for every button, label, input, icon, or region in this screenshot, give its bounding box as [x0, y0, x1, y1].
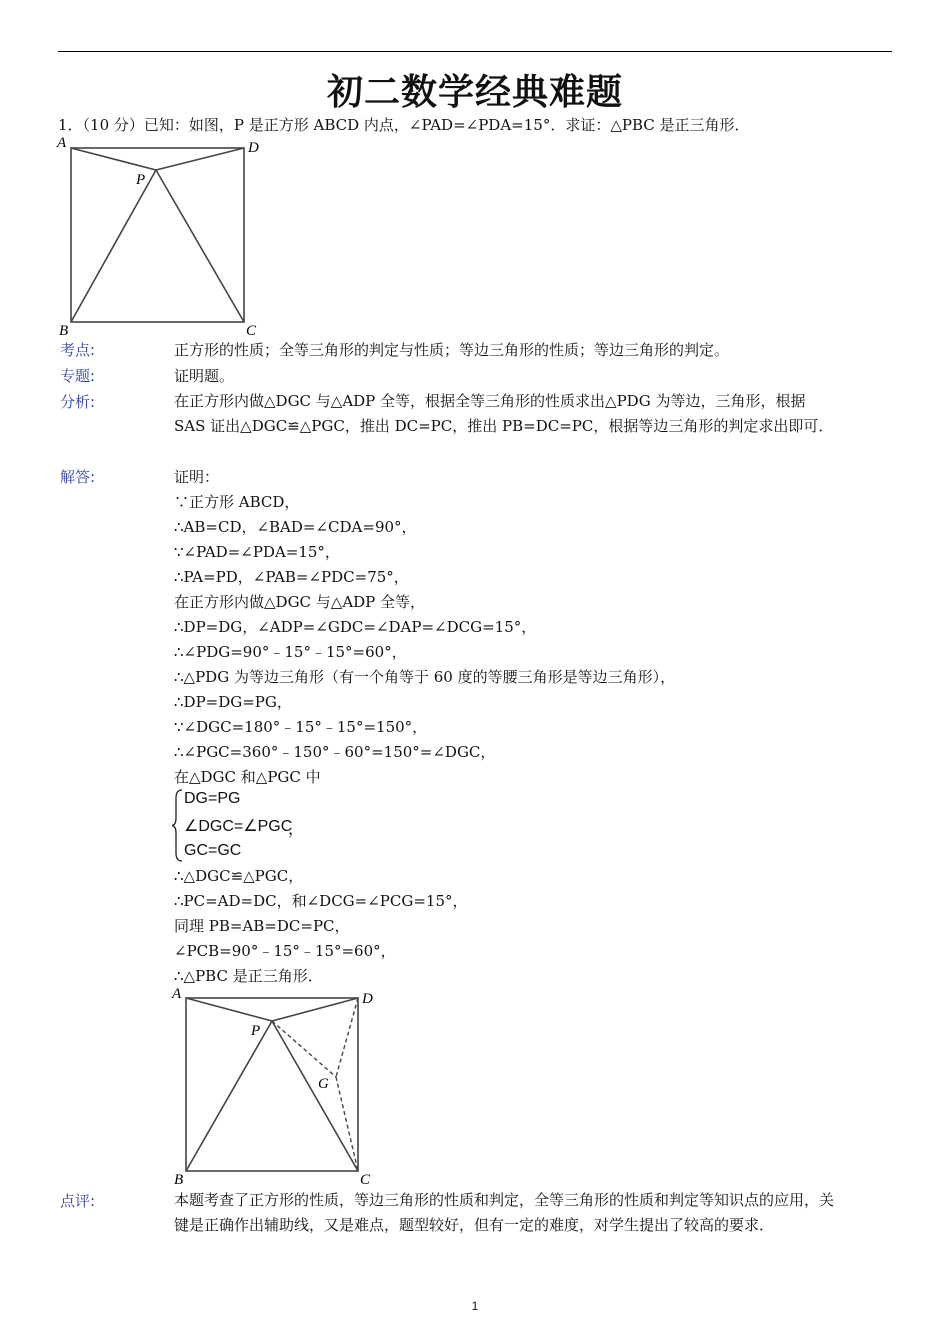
page-number: 1: [471, 1299, 479, 1313]
label-c: C: [360, 1172, 371, 1188]
page-title: 初二数学经典难题: [326, 72, 623, 113]
zhuanti-label: 专题:: [60, 367, 96, 385]
kaodian-text: 正方形的性质；全等三角形的判定与性质；等边三角形的性质；等边三角形的判定。: [174, 341, 730, 359]
left-brace: [172, 788, 184, 863]
label-a: A: [172, 986, 182, 1002]
proof-line: ∴△PDG 为等边三角形（有一个角等于 60 度的等腰三角形是等边三角形），: [174, 668, 676, 686]
proof-line: ∵∠DGC=180°﹣15°﹣15°=150°，: [174, 718, 428, 736]
figure-square-pg: [168, 984, 380, 1190]
proof-line: ∵∠PAD=∠PDA=15°，: [174, 543, 340, 561]
proof-line: ∴AB=CD，∠BAD=∠CDA=90°，: [174, 518, 417, 536]
label-p: P: [251, 1023, 261, 1039]
system-comma: ，: [288, 821, 305, 838]
equation-system: [172, 788, 332, 863]
proof-line: ∴∠PGC=360°﹣150°﹣60°=150°=∠DGC，: [174, 743, 496, 761]
zhuanti-text: 证明题。: [174, 367, 235, 385]
label-c: C: [246, 323, 257, 339]
fenxi-label: 分析:: [60, 393, 96, 411]
proof-line: 在正方形内做△DGC 与△ADP 全等，: [174, 593, 426, 611]
label-g: G: [318, 1076, 329, 1092]
problem-statement: 1．（10 分）已知：如图，P 是正方形 ABCD 内点，∠PAD=∠PDA=15°．求证：△PBC 是正三角形．: [58, 116, 750, 134]
figure-square-p: [52, 134, 264, 340]
label-p: P: [136, 172, 146, 188]
proof-line: ∴PC=AD=DC，和∠DCG=∠PCG=15°，: [174, 892, 468, 910]
square-abcd: [186, 998, 358, 1171]
proof-line: 证明：: [174, 468, 220, 486]
system-row: GC=GC: [184, 842, 242, 859]
jieda-label: 解答:: [60, 468, 96, 486]
proof-line: ∴DP=DG，∠ADP=∠GDC=∠DAP=∠DCG=15°，: [174, 618, 537, 636]
dianping-label: 点评:: [60, 1192, 96, 1210]
label-d: D: [248, 140, 259, 156]
fenxi-text: 在正方形内做△DGC 与△ADP 全等，根据全等三角形的性质求出△PDG 为等边，三角形，根据 SAS 证出△DGC≌△PGC，推出 DC=PC，推出 PB=DC=PC，根据等边三角形的判定求出即可．: [174, 392, 834, 435]
proof-line: 在△DGC 和△PGC 中: [174, 768, 321, 786]
proof-line: ∠PCB=90°﹣15°﹣15°=60°，: [174, 942, 396, 960]
kaodian-label: 考点:: [60, 341, 96, 359]
proof-line: ∴PA=PD，∠PAB=∠PDC=75°，: [174, 568, 409, 586]
header-rule: [58, 51, 892, 52]
proof-line: ∴∠PDG=90°﹣15°﹣15°=60°，: [174, 643, 407, 661]
proof-line: ∴△PBC 是正三角形．: [174, 967, 323, 985]
proof-line: ∴DP=DG=PG，: [174, 693, 292, 711]
proof-line: ∴△DGC≌△PGC，: [174, 867, 304, 885]
proof-line: 同理 PB=AB=DC=PC，: [174, 917, 350, 935]
dianping-text: 本题考查了正方形的性质，等边三角形的性质和判定，全等三角形的性质和判定等知识点的应用，关键是正确作出辅助线，又是难点，题型较好，但有一定的难度，对学生提出了较高的要求．: [174, 1191, 835, 1234]
label-a: A: [57, 135, 67, 151]
system-row: DG=PG: [184, 790, 241, 807]
system-row: ∠DGC=∠PGC: [184, 818, 293, 835]
label-d: D: [362, 991, 373, 1007]
proof-line: ∵正方形 ABCD，: [174, 493, 300, 511]
label-b: B: [59, 323, 69, 339]
label-b: B: [174, 1172, 184, 1188]
